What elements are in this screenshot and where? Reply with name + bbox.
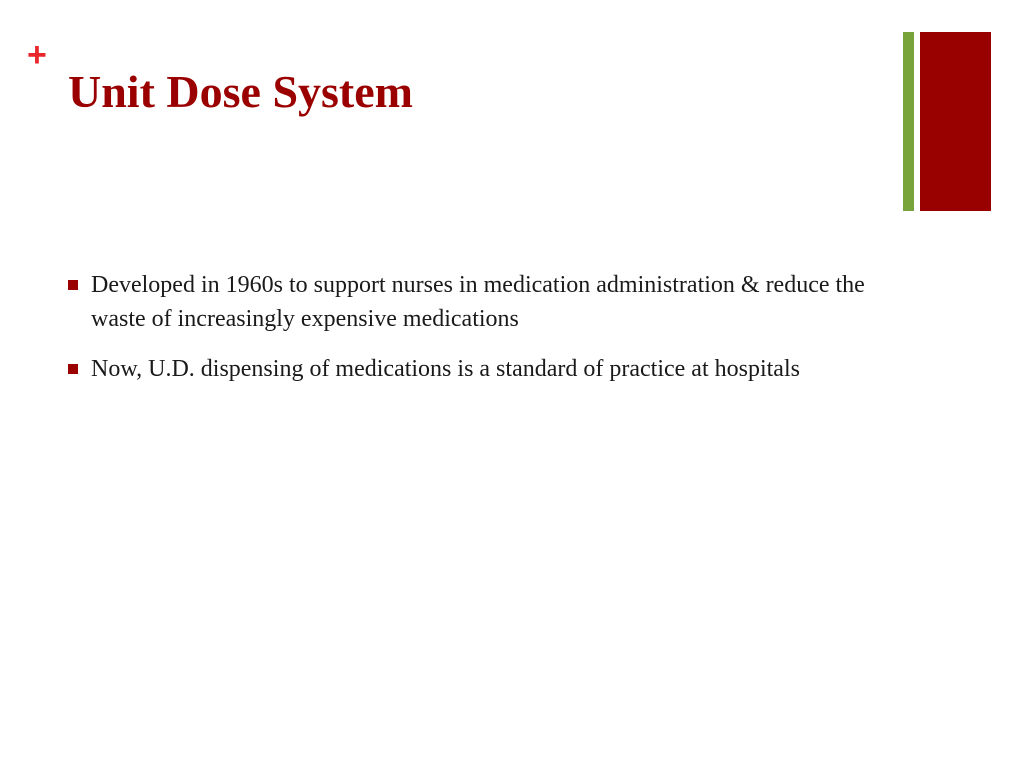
bullet-list	[68, 268, 888, 402]
bullet-text: Now, U.D. dispensing of medications is a standard of practice at hospitals	[91, 356, 800, 382]
slide-title: Unit Dose System	[68, 66, 413, 117]
square-bullet-icon	[68, 280, 78, 290]
bullet-item	[68, 268, 888, 336]
accent-bar-green	[903, 32, 914, 211]
accent-bar-red	[920, 32, 991, 211]
square-bullet-icon	[68, 364, 78, 374]
bullet-text: Developed in 1960s to support nurses in medication administration & reduce the waste of increasingly expensive medications	[91, 272, 865, 332]
bullet-item	[68, 352, 888, 386]
plus-icon: +	[27, 36, 47, 74]
